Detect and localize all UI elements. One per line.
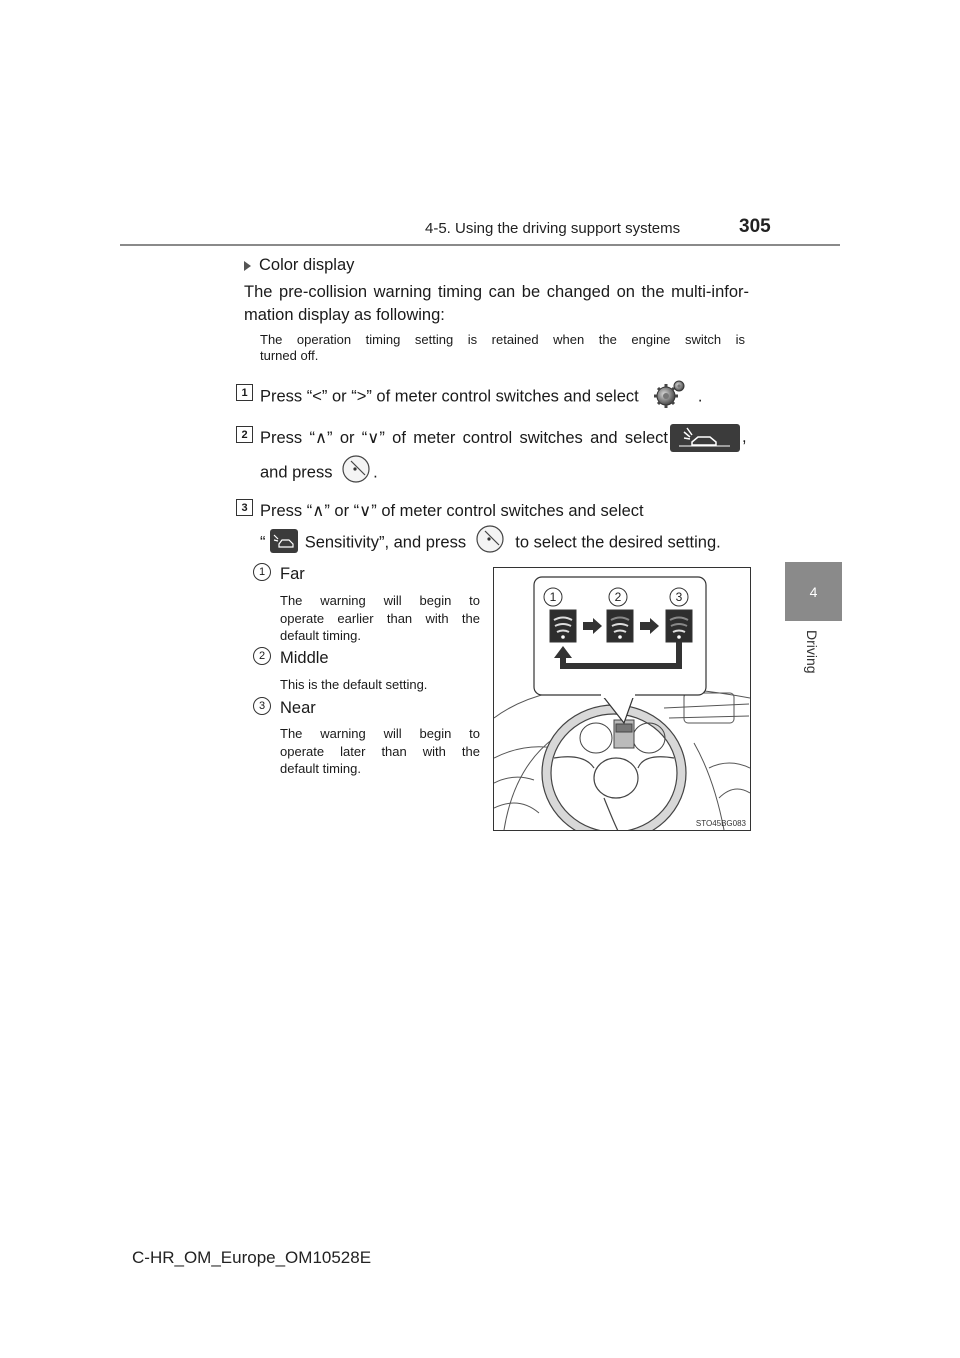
option-title-near: Near [280,699,316,717]
pre-collision-icon [670,424,740,452]
step-2-and-press: and press [260,463,333,482]
sensitivity-figure [493,567,751,831]
step-3-line-1: Press “∧” or “∨” of meter control switches and select [260,502,644,520]
pre-collision-small-icon [270,529,298,553]
chapter-tab [785,562,842,621]
option-number-1: 1 [253,563,271,581]
option-title-far: Far [280,565,305,583]
step-3-line-2 [260,532,721,554]
bullet-heading-text: Color display [259,256,355,274]
option-1-desc-2: operate earlier than with the [280,611,480,626]
intro-line-1: The pre-collision warning timing can be changed on the multi-infor- [244,283,749,301]
gear-settings-icon [653,378,687,408]
note-line-2: turned off. [260,348,319,363]
option-3-desc-2: operate later than with the [280,744,480,759]
intro-line-2: mation display as following: [244,306,445,324]
bullet-heading [244,256,354,275]
step-1-text-before: Press “<” or “>” of meter control switches and select [260,387,639,406]
step-2-line-1: Press “∧” or “∨” of meter control switches and select [260,429,668,447]
option-number-2: 2 [253,647,271,665]
figure-label-2: 2 [614,590,622,604]
ok-button-icon [475,524,505,554]
step-1-text [260,386,703,408]
note-line-1: The operation timing setting is retained when the engine switch is [260,332,745,347]
chapter-number: 4 [809,583,818,600]
sensitivity-far-screen [550,610,576,642]
option-1-desc-1: The warning will begin to [280,593,480,608]
step-number-2: 2 [236,426,253,443]
option-title-middle: Middle [280,649,329,667]
sensitivity-middle-screen [607,610,633,642]
option-number-3: 3 [253,697,271,715]
step-2-period: . [373,463,378,482]
chapter-title: Driving [804,630,820,674]
option-2-desc-1: This is the default setting. [280,677,428,692]
section-title: 4-5. Using the driving support systems [425,220,681,237]
option-1-desc-3: default timing. [280,628,361,643]
header-divider [120,244,840,246]
step-number-3: 3 [236,499,253,516]
triangle-bullet-icon [244,261,251,271]
option-3-desc-3: default timing. [280,761,361,776]
step-3-after-text: to select the desired setting. [515,533,721,552]
step-1-text-after: . [697,387,703,406]
step-3-sensitivity-text: Sensitivity”, and press [304,533,467,552]
step-3-open-quote: “ [260,533,266,552]
option-3-desc-1: The warning will begin to [280,726,480,741]
step-2-comma: , [742,428,747,446]
figure-label-1: 1 [549,590,557,604]
figure-label-3: 3 [675,590,683,604]
document-id: C-HR_OM_Europe_OM10528E [132,1248,372,1267]
step-number-1: 1 [236,384,253,401]
page-number: 305 [739,216,771,237]
sensitivity-near-screen [666,610,692,642]
dashboard-illustration [494,568,750,830]
step-2-line-2 [260,462,378,484]
figure-code: STO45BG083 [695,819,746,828]
ok-button-icon [341,454,371,484]
